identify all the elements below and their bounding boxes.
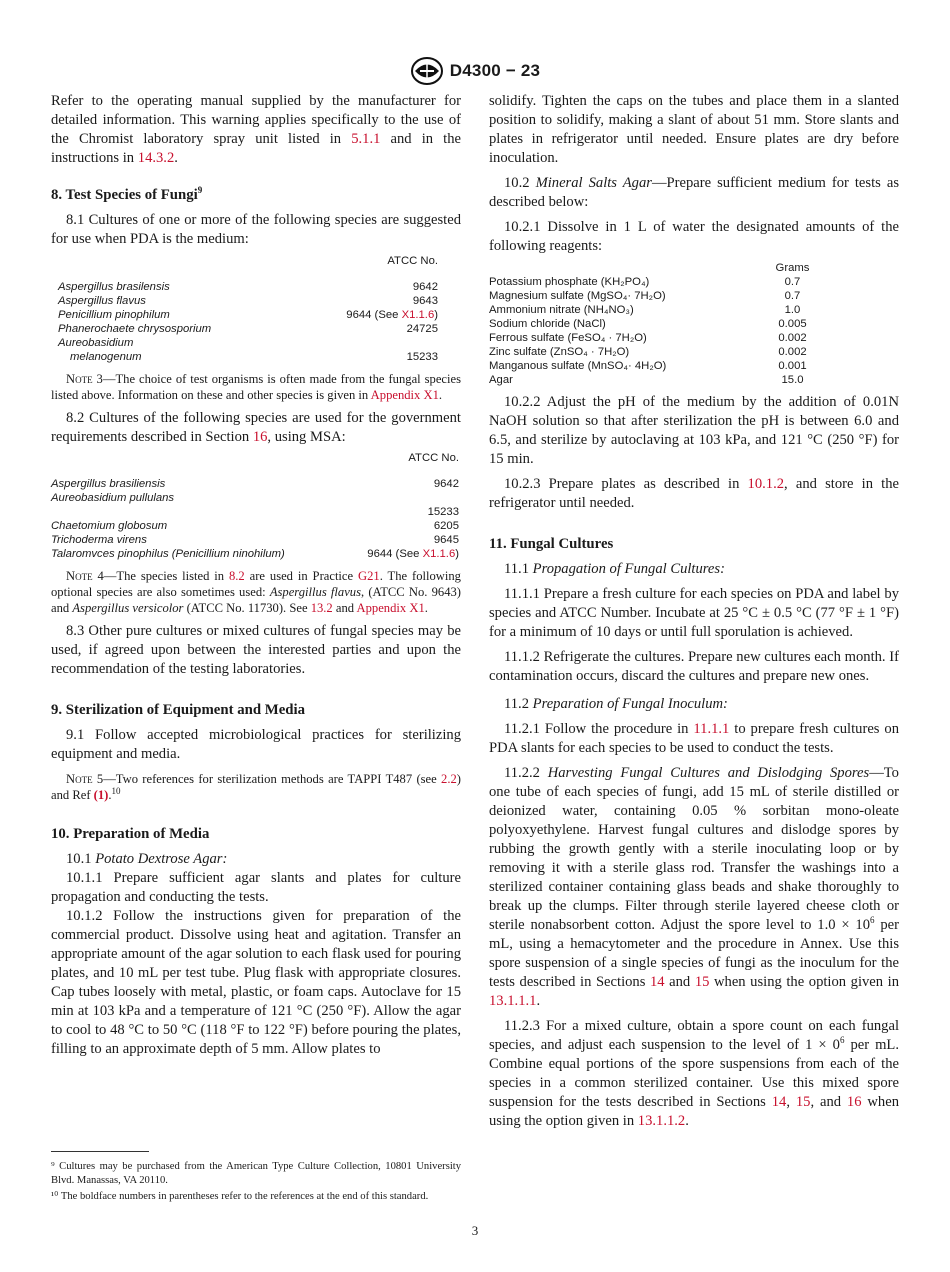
footnote-9: ⁹ Cultures may be purchased from the American Type Culture Collection, 10801 University Blvd. Manassas, VA 20110. xyxy=(51,1161,461,1186)
paragraph-8-3: 8.3 Other pure cultures or mixed cultures of fungal species may be used, if agreed upon between the interested parties and upon the recommendation of the testing laboratories. xyxy=(51,623,461,677)
paragraph-10-2: 10.2 Mineral Salts Agar—Prepare sufficient medium for tests as described below: xyxy=(489,175,899,210)
standard-designation: D4300 − 23 xyxy=(449,61,541,80)
table-row: 15233 xyxy=(427,506,459,518)
reagent-table: Grams Potassium phosphate (KH₂PO₄) 0.7 Magnesium sulfate (MgSO₄· 7H₂O) 0.7 Ammonium nitrate (NH₄NO₃) 1.0 Sodium chloride (NaCl) 0.005 Ferrous sulfate (FeSO₄ · 7H₂O) 0.002 Zinc sulfate (ZnSO₄ · 7H₂O) 0.002 Manganous sulfate (MnSO₄· 4H₂O) 0.001 Agar 15.0 xyxy=(489,261,819,387)
paragraph-8-2: 8.2 Cultures of the following species are used for the government requirements described in Section 16, using MSA: xyxy=(51,410,461,445)
link-section-16[interactable]: 16 xyxy=(252,429,268,445)
paragraph-10-2-1: 10.2.1 Dissolve in 1 L of water the designated amounts of the following reagents: xyxy=(489,219,899,254)
page-number: 3 xyxy=(471,1223,479,1238)
note-3: Note 3—The choice of test organisms is often made from the fungal species listed above. Information on these and other species is given in Appendix X1. xyxy=(51,372,461,402)
table-row: Potassium phosphate (KH₂PO₄) 0.7 xyxy=(489,276,801,288)
link-14-3-2[interactable]: 14.3.2 xyxy=(137,150,175,166)
link-g21[interactable]: G21 xyxy=(358,569,380,583)
paragraph-10-2-3: 10.2.3 Prepare plates as described in 10.1.2, and store in the refrigerator until needed. xyxy=(489,476,899,511)
link-section-15[interactable]: 15 xyxy=(795,1094,811,1110)
link-x1-1-6[interactable]: X1.1.6 xyxy=(401,309,435,321)
section-10-heading: 10. Preparation of Media xyxy=(51,826,210,842)
table-row: Phanerochaete chrysosporium 24725 xyxy=(58,323,438,335)
paragraph-intro: Refer to the operating manual supplied by the manufacturer for detailed information. This warning applies specifically to the use of the Chromist laboratory spray unit listed in 5.1.1 and in the instructions in 14.3.2. xyxy=(51,93,461,166)
paragraph-11-2: 11.2 Preparation of Fungal Inoculum: xyxy=(504,696,728,712)
paragraph-8-1: 8.1 Cultures of one or more of the following species are suggested for use when PDA is the medium: xyxy=(51,212,461,247)
left-column xyxy=(51,92,461,1059)
table-row: Sodium chloride (NaCl) 0.005 xyxy=(489,318,807,330)
table-row: Agar 15.0 xyxy=(489,374,804,386)
paragraph-10-1: 10.1 Potato Dextrose Agar: xyxy=(66,851,228,867)
link-13-2[interactable]: 13.2 xyxy=(310,601,333,615)
paragraph-10-1-1: 10.1.1 Prepare sufficient agar slants and plates for culture propagation and conducting the tests. xyxy=(51,870,461,905)
paragraph-11-2-2: 11.2.2 Harvesting Fungal Cultures and Dislodging Spores—To one tube of each species of fungi, add 15 mL of sterile distilled or deionized water, containing 0.05 % sorbitan mono-oleate polyoxyethylene. Harvest fungal cultures and dislodge spores by rubbing the growth gently with a sterile inoculating loop or by removing it with a sterile glass rod. Transfer the washings into a sterilized container containing glass beads and shake thoroughly to break up the clumps. Filter through sterile layered cheese cloth or sterile nonabsorbent cotton. Adjust the spore level to $1.0 \times 10^6$ per mL, using a hemacytometer and the procedure in Annex. Use this spore suspension of a single species of fungi as the inoculum for the tests described in Sections 14 and 15 when using the option given in 13.1.1.1. xyxy=(489,765,900,1009)
link-13-1-1-1[interactable]: 13.1.1.1 xyxy=(489,993,537,1009)
link-section-16[interactable]: 16 xyxy=(846,1094,862,1110)
footnote-rule xyxy=(51,1151,149,1152)
table-row: Zinc sulfate (ZnSO₄ · 7H₂O) 0.002 xyxy=(489,346,807,358)
table-row: Aspergillus brasilensis 9642 xyxy=(58,281,438,293)
table-row: Manganous sulfate (MnSO₄· 4H₂O) 0.001 xyxy=(489,360,807,372)
footnote-10: ¹⁰ The boldface numbers in parentheses refer to the references at the end of this standard. xyxy=(51,1191,429,1202)
link-2-2[interactable]: 2.2 xyxy=(441,772,457,786)
right-column xyxy=(489,92,899,1131)
paragraph-11-2-3: 11.2.3 For a mixed culture, obtain a spore count on each fungal species, and adjust each suspension to the level of $1 \times 0^6$ per mL. Combine equal portions of the spore suspensions from each of the species in a common sterilized container. Use this mixed spore suspension for the tests described in Sections 14, 15, and 16 when using the option given in 13.1.1.2. xyxy=(489,1018,900,1129)
paragraph-continued: solidify. Tighten the caps on the tubes and place them in a slanted position to solidify, making a slant of about 51 mm. Store slants and plates in refrigerator until needed. Ensure plates are dry before inoculation. xyxy=(489,93,899,166)
table-row: Talaromvces pinophilus (Penicillium ninohilum) 9644 (See X1.1.6) xyxy=(51,548,459,560)
link-section-15[interactable]: 15 xyxy=(694,974,710,990)
link-5-1-1[interactable]: 5.1.1 xyxy=(351,131,381,147)
section-8-heading: 8. Test Species of Fungi$^9$ xyxy=(51,185,203,203)
link-appendix-x1[interactable]: Appendix X1 xyxy=(370,388,439,402)
note-5: Note 5—Two references for sterilization methods are TAPPI T487 (see 2.2) and Ref (1).$^{10}$ xyxy=(51,772,461,802)
link-8-2[interactable]: 8.2 xyxy=(228,569,245,583)
section-9-heading: 9. Sterilization of Equipment and Media xyxy=(51,702,306,718)
table-row: Ammonium nitrate (NH₄NO₃) 1.0 xyxy=(489,304,801,316)
table-row: Chaetomium globosum 6205 xyxy=(51,520,459,532)
table-row: Penicillium pinophilum 9644 (See X1.1.6) xyxy=(58,309,438,321)
link-13-1-1-2[interactable]: 13.1.1.2 xyxy=(637,1113,686,1129)
table-row: Aspergillus flavus 9643 xyxy=(58,295,438,307)
table-row: Ferrous sulfate (FeSO₄ · 7H₂O) 0.002 xyxy=(489,332,807,344)
table-row: melanogenum 15233 xyxy=(70,351,438,363)
section-11-heading: 11. Fungal Cultures xyxy=(489,536,614,552)
table-row: Trichoderma virens 9645 xyxy=(51,534,459,546)
paragraph-11-1-2: 11.1.2 Refrigerate the cultures. Prepare new cultures each month. If contamination occurs, discard the cultures and prepare new ones. xyxy=(489,649,899,684)
paragraph-10-1-2: 10.1.2 Follow the instructions given for preparation of the commercial product. Dissolve using heat and agitation. Transfer an appropriate amount of the agar solution to each flask used for pouring plates, and 10 mL per test tube. Plug flask with appropriate closures. Cap tubes loosely with metal, plastic, or foam caps. Autoclave for 15 min at 103 kPa and a temperature of 121 °C (250 °F). Allow the agar to cool to 48 °C to 50 °C (118 °F to 122 °F) before pouring the plates, filling to an approximate depth of 5 mm. Allow plates to xyxy=(51,908,461,1057)
paragraph-11-2-1: 11.2.1 Follow the procedure in 11.1.1 to prepare fresh cultures on PDA slants for each species to be used to conduct the tests. xyxy=(489,721,899,756)
link-ref-1[interactable]: (1) xyxy=(93,788,109,802)
species-table-msa: ATCC No. Aspergillus brasiliensis 9642 Aureobasidium pullulans 15233 Chaetomium globosum 6205 Trichoderma virens 9645 Talaromvces pinophilus (Penicillium ninohilum) 9644 (See X1.1.6) xyxy=(51,452,459,560)
link-10-1-2[interactable]: 10.1.2 xyxy=(747,476,785,492)
table-row: Aureobasidium xyxy=(58,337,134,349)
table-row: Magnesium sulfate (MgSO₄· 7H₂O) 0.7 xyxy=(489,290,801,302)
page-header xyxy=(0,56,950,91)
paragraph-9-1: 9.1 Follow accepted microbiological practices for sterilizing equipment and media. xyxy=(51,727,461,762)
paragraph-11-1-1: 11.1.1 Prepare a fresh culture for each species on PDA and label by species and ATCC Number. Incubate at 25 °C ± 0.5 °C (77 °F ± 1 °F) for a minimum of 10 days or until full sporulation is achieved. xyxy=(489,586,899,640)
link-11-1-1[interactable]: 11.1.1 xyxy=(693,721,730,737)
table-row: Aureobasidium pullulans xyxy=(51,492,175,504)
paragraph-11-1: 11.1 Propagation of Fungal Cultures: xyxy=(504,561,725,577)
link-appendix-x1[interactable]: Appendix X1 xyxy=(356,601,425,615)
link-x1-1-6[interactable]: X1.1.6 xyxy=(422,548,456,560)
link-section-14[interactable]: 14 xyxy=(771,1094,787,1110)
link-section-14[interactable]: 14 xyxy=(649,974,665,990)
astm-logo-icon xyxy=(410,56,444,86)
species-table-pda: ATCC No. Aspergillus brasilensis 9642 Aspergillus flavus 9643 Penicillium pinophilum 9644 (See X1.1.6) Phanerochaete chrysosporium 24725 Aureobasidium melanogenum 15233 xyxy=(58,255,438,363)
table-row: Aspergillus brasiliensis 9642 xyxy=(51,478,459,490)
paragraph-10-2-2: 10.2.2 Adjust the pH of the medium by the addition of 0.01N NaOH solution so that after sterilization the pH is between 6.0 and 6.5, and sterilize by autoclaving at 103 kPa, and 121 °C (250 °F) for 15 min. xyxy=(489,394,899,467)
note-4: Note 4—The species listed in 8.2 are used in Practice G21. The following optional species are also sometimes used: Aspergillus flavus, (ATCC No. 9643) and Aspergillus versicolor (ATCC No. 11730). See 13.2 and Appendix X1. xyxy=(51,569,461,615)
